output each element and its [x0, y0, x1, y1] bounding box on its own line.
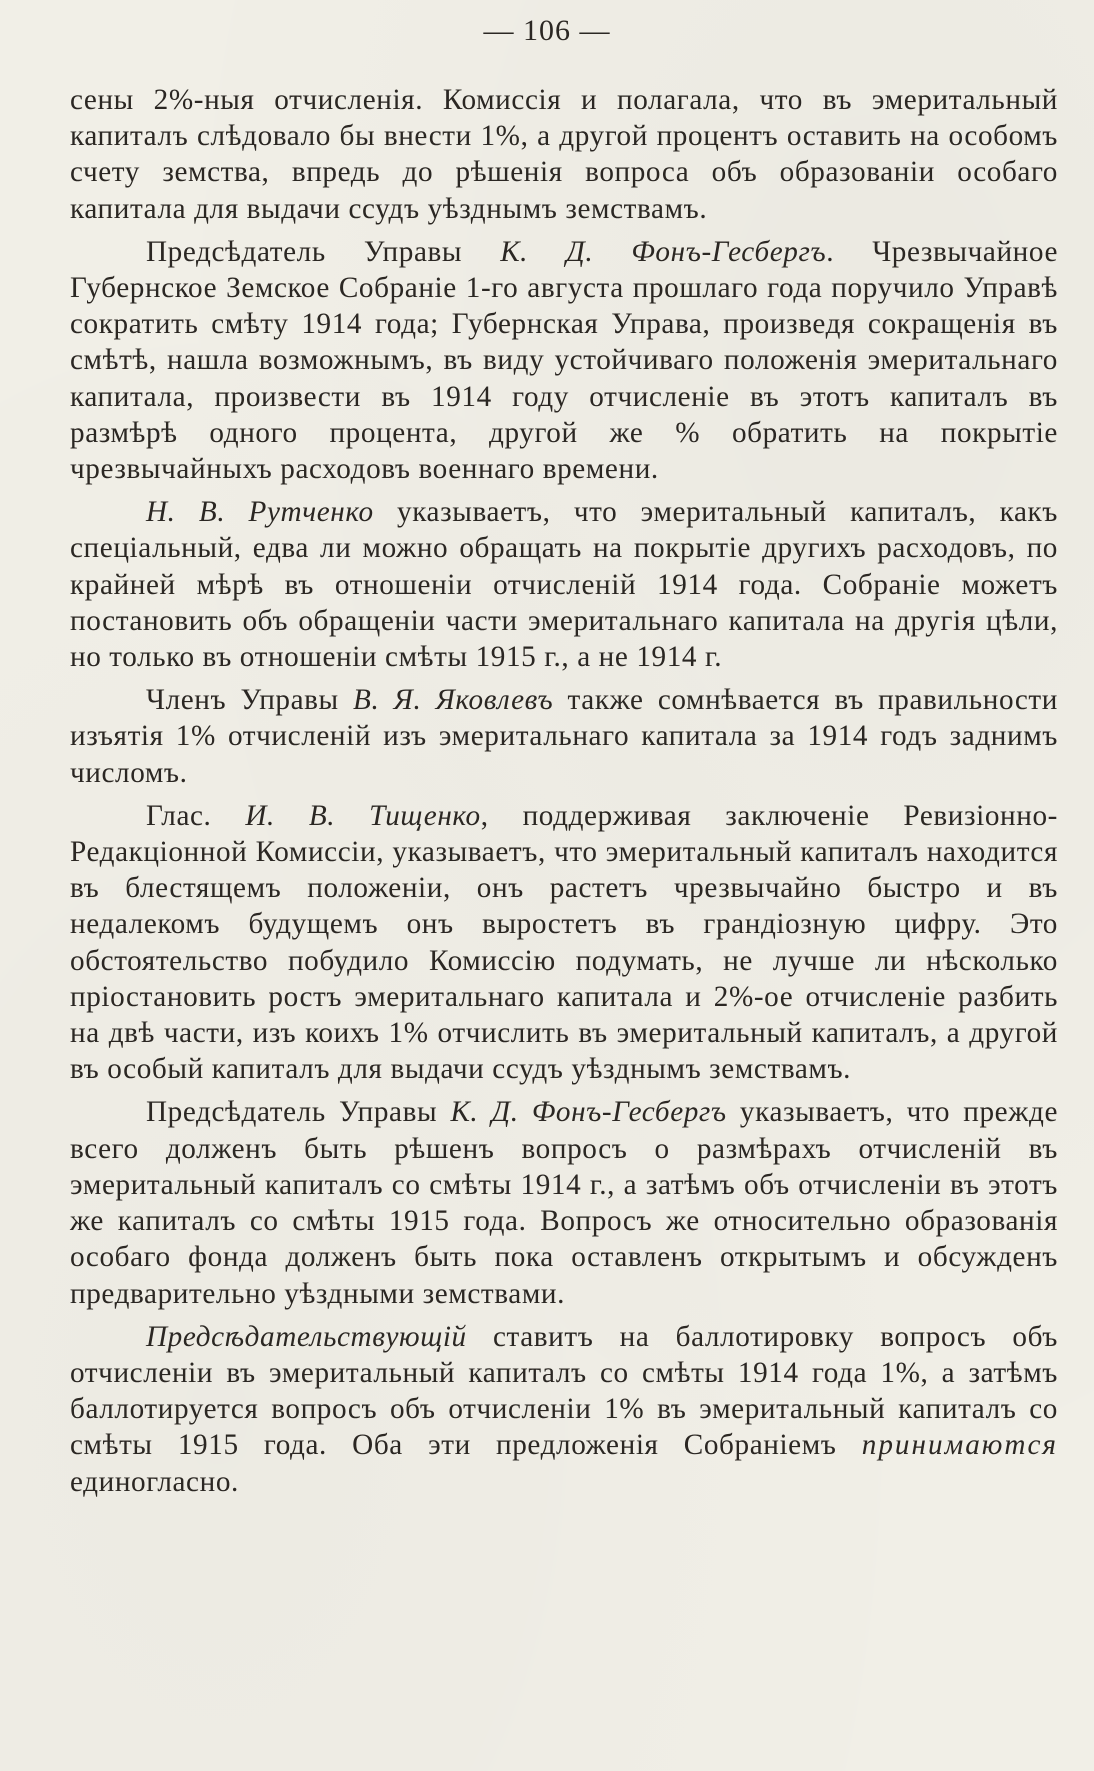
speaker-name: Н. В. Рутченко [146, 496, 374, 529]
speaker-name: Предсѣдательствующій [146, 1320, 467, 1353]
text-run: . Чрезвычайное Губернское Земское Собраніе 1-го августа прошлаго года поручило Управѣ сократить смѣту 1914 года; Губернская Управа, произведя сокращенія въ смѣтѣ, нашла возможнымъ, въ виду устойчиваго положенія эмеритальнаго капитала, произвести въ 1914 году отчисленіе въ этотъ капиталъ въ размѣрѣ одного процента, другой же % обратить на покрытіе чрезвычайныхъ расходовъ военнаго времени. [70, 235, 1058, 486]
text-run: единогласно. [70, 1465, 239, 1498]
paragraph-4 [70, 682, 1058, 791]
paragraph-2 [70, 234, 1058, 487]
page-number: — 106 — [483, 14, 611, 47]
paragraph-3 [70, 494, 1058, 675]
speaker-name: К. Д. Фонъ-Гесбергъ [450, 1096, 727, 1129]
speaker-name: И. В. Тищенко [245, 799, 481, 832]
text-run: сены 2%-ныя отчисленія. Комиссія и полагала, что въ эмеритальный капиталъ слѣдовало бы внести 1%, а другой процентъ оставить на особомъ счету земства, впредь до рѣшенія вопроса объ образованіи особаго капитала для выдачи ссудъ уѣзднымъ земствамъ. [70, 84, 1058, 225]
body-text [70, 82, 1058, 1507]
paragraph-1 [70, 82, 1058, 227]
paragraph-7 [70, 1319, 1058, 1500]
text-run: указываетъ, что эмеритальный капиталъ, какъ спеціальный, едва ли можно обращать на покрытіе другихъ расходовъ, по крайней мѣрѣ въ отношеніи отчисленій 1914 года. Собраніе можетъ постановить объ обращеніи части эмеритальнаго капитала на другія цѣли, но только въ отношеніи смѣты 1915 г., а не 1914 г. [70, 496, 1058, 674]
text-run: ставитъ на баллотировку вопросъ объ отчисленіи въ эмеритальный капиталъ со смѣты 1914 года 1%, а затѣмъ баллотируется вопросъ объ отчисленіи 1% въ эмеритальный капиталъ со смѣты 1915 года. Оба эти предложенія Собраніемъ [70, 1320, 1058, 1462]
text-run: указываетъ, что прежде всего долженъ быть рѣшенъ вопросъ о размѣрахъ отчисленій въ эмеритальный капиталъ со смѣты 1914 г., а затѣмъ объ отчисленіи въ этотъ же капиталъ со смѣты 1915 года. Вопросъ же относительно образованія особаго фонда долженъ быть пока оставленъ открытымъ и обсужденъ предварительно уѣздными земствами. [70, 1096, 1059, 1310]
emphasized-verb: принимаются [861, 1429, 1058, 1462]
paragraph-6 [70, 1094, 1058, 1311]
text-run: Предсѣдатель Управы [146, 1096, 451, 1129]
speaker-name: В. Я. Яковлевъ [353, 684, 554, 717]
speaker-name: К. Д. Фонъ-Гесбергъ [500, 235, 827, 268]
text-run: Глас. [146, 799, 246, 832]
text-run: Предсѣдатель Управы [146, 235, 501, 268]
text-run: Членъ Управы [146, 684, 354, 717]
paragraph-5 [70, 798, 1058, 1088]
text-run: , поддерживая заключеніе Ревизіонно-Редакціонной Комиссіи, указываетъ, что эмеритальный капиталъ находится въ блестящемъ положеніи, онъ растетъ чрезвычайно быстро и въ недалекомъ будущемъ онъ выростетъ въ грандіозную цифру. Это обстоятельство побудило Комиссію подумать, не лучше ли нѣсколько пріостановить ростъ эмеритальнаго капитала и 2%-ое отчисленіе разбить на двѣ части, изъ коихъ 1% отчислить въ эмеритальный капиталъ, а другой въ особый капиталъ для выдачи ссудъ уѣзднымъ земствамъ. [70, 799, 1059, 1086]
text-run: также сомнѣвается въ правильности изъятія 1% отчисленій изъ эмеритальнаго капитала за 1914 годъ заднимъ числомъ. [70, 684, 1058, 789]
